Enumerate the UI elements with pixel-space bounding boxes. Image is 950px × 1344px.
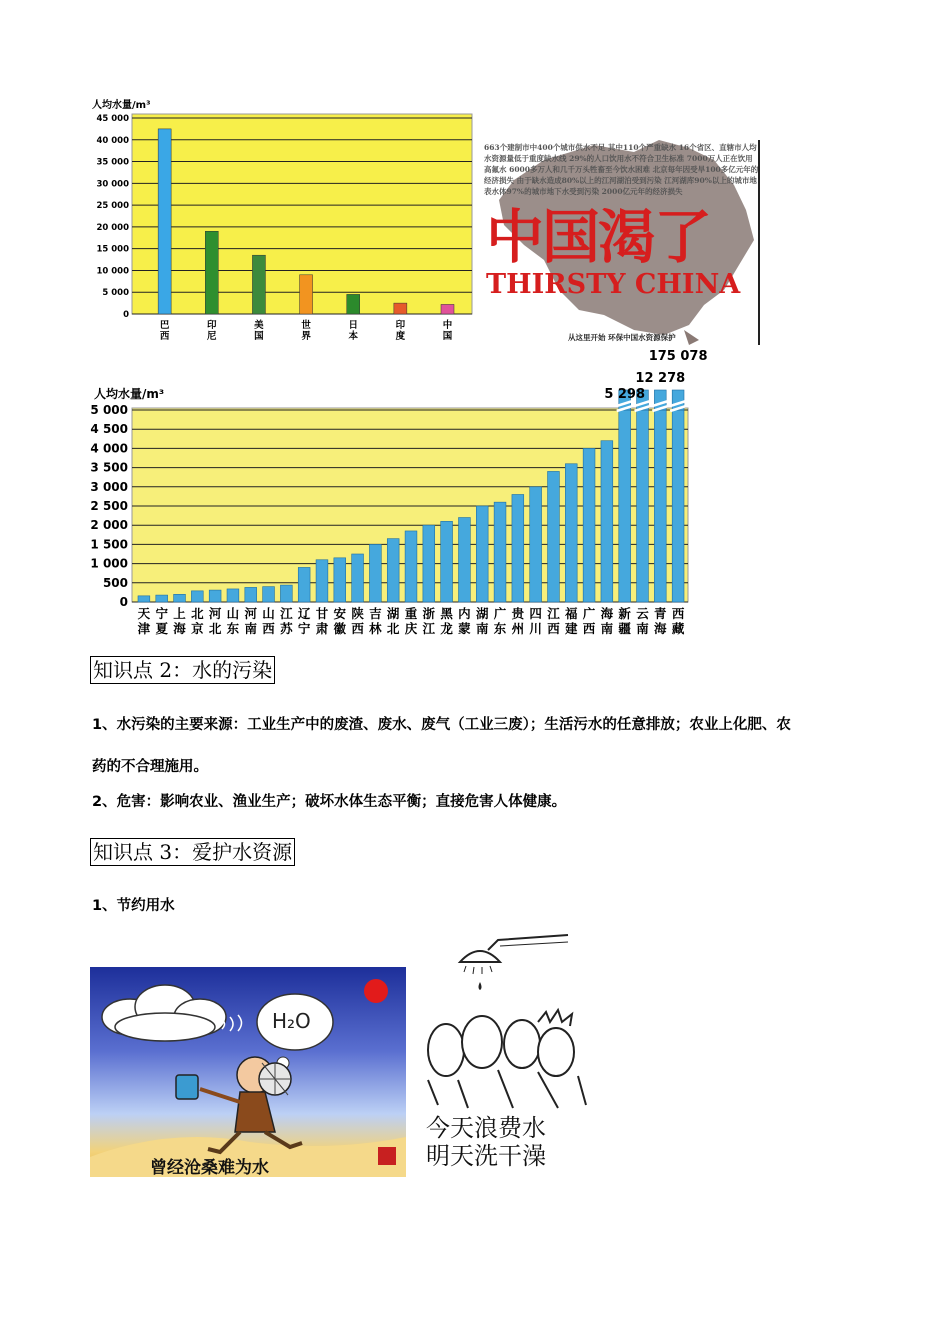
province-water-chart-svg [90, 349, 708, 640]
chart2-bar [298, 567, 310, 602]
chart2-category-label: 福 [565, 606, 578, 621]
chart2-category-label: 湖 [386, 606, 400, 621]
cartoon2-caption-line2: 明天洗干澡 [426, 1142, 546, 1170]
chart2-category-label: 黑 [440, 606, 453, 621]
province-water-chart [90, 349, 708, 640]
chart2-category-label: 疆 [618, 621, 631, 636]
chart1-bar [205, 231, 218, 314]
sun-icon [364, 979, 388, 1003]
chart2-category-label: 东 [493, 621, 507, 636]
chart1-category-label: 巴 [159, 320, 170, 331]
section3-p1: 1、节约用水 [92, 898, 175, 914]
chart2-ytick: 1 000 [90, 556, 128, 571]
chart2-category-label: 蒙 [458, 621, 471, 636]
chart1-ytick: 35 000 [96, 157, 129, 168]
chart2-category-label: 夏 [155, 621, 168, 636]
chart2-category-label: 四 [529, 606, 542, 621]
chart2-category-label: 重 [404, 606, 418, 621]
cartoon1-bubble: H₂O [272, 1009, 311, 1033]
chart2-category-label: 龙 [440, 621, 453, 636]
chart2-annotation: 175 078 [648, 349, 708, 364]
chart1-bar [300, 275, 313, 314]
chart2-category-label: 安 [333, 606, 347, 621]
chart1-ytick: 40 000 [96, 135, 129, 146]
chart1-category-label: 本 [348, 331, 358, 342]
chart2-category-label: 西 [262, 621, 275, 636]
chart2-category-label: 陕 [351, 606, 364, 621]
chart1-category-label: 度 [395, 331, 406, 342]
chart2-category-label: 林 [369, 621, 382, 636]
chart2-category-label: 青 [654, 606, 667, 621]
cartoon-drought [90, 967, 406, 1177]
chart1-ylabel: 人均水量/m³ [92, 100, 151, 111]
section3-heading: 知识点 3：爱护水资源 [90, 838, 295, 866]
chart2-category-label: 贵 [511, 606, 525, 621]
chart2-category-label: 川 [529, 621, 542, 636]
chart2-bar [672, 410, 684, 602]
chart2-category-label: 徽 [333, 621, 347, 636]
chart2-bar [476, 506, 488, 602]
chart2-bar [280, 585, 292, 602]
chart1-bar [158, 129, 171, 314]
chart2-category-label: 内 [458, 606, 471, 621]
chart2-category-label: 苏 [280, 621, 293, 636]
chart2-category-label: 海 [654, 621, 667, 636]
chart2-bar [245, 587, 257, 602]
chart2-category-label: 广 [582, 606, 596, 621]
chart2-category-label: 天 [137, 606, 151, 621]
chart2-category-label: 藏 [671, 621, 685, 636]
chart2-category-label: 西 [671, 606, 685, 621]
chart2-bar [637, 410, 649, 602]
chart1-category-label: 界 [301, 331, 311, 342]
cartoon-shower [418, 930, 598, 1180]
chart2-bar [512, 494, 524, 602]
chart1-category-label: 美 [254, 320, 264, 331]
chart2-bar [459, 518, 471, 602]
chart1-ytick: 0 [123, 310, 129, 320]
chart2-bar [209, 590, 221, 602]
chart2-ytick: 500 [102, 575, 128, 590]
chart2-bar [191, 591, 203, 602]
chart2-category-label: 广 [493, 606, 507, 621]
chart2-category-label: 吉 [369, 606, 382, 621]
chart1-ytick: 20 000 [96, 222, 129, 233]
chart1-category-label: 日 [348, 320, 358, 331]
chart2-category-label: 云 [636, 606, 649, 621]
chart1-category-label: 印 [207, 320, 217, 331]
chart2-ytick: 4 000 [90, 441, 128, 456]
chart1-ytick: 45 000 [96, 114, 129, 124]
chart2-category-label: 北 [386, 621, 400, 636]
chart1-ytick: 5 000 [102, 288, 129, 299]
chart2-category-label: 建 [565, 621, 578, 636]
chart2-category-label: 东 [226, 621, 240, 636]
chart2-category-label: 山 [262, 606, 275, 621]
chart2-bar [548, 471, 560, 602]
chart2-bar [138, 596, 150, 602]
chart1-category-label: 国 [254, 331, 264, 342]
people-group [428, 1010, 586, 1108]
chart2-category-label: 海 [600, 606, 614, 621]
chart2-bar [387, 539, 399, 602]
chart1-category-label: 世 [301, 320, 311, 331]
poster-footer: 从这里开始 环保中国水资源保护 [568, 333, 676, 342]
section2-p1-line1: 1、水污染的主要来源：工业生产中的废渣、废水、废气（工业三废）；生活污水的任意排放；农业上化肥、农 [92, 717, 791, 733]
chart2-bar [334, 558, 346, 602]
chart2-ytick: 3 500 [90, 460, 128, 475]
poster-small-text: 663个建制市中400个城市供水不足 其中110个严重缺水 16个省区、直辖市人均水资源量低于重度缺水线 29%的人口饮用水不符合卫生标准 7000万人正在饮用高氟水 6000多万人和几千万头牲畜至今饮水困难 北京每年因受旱100多亿元年的经济损失 由于缺水造成80%以上的江河湖泊受到污染 江河湖库90%以上的城市地表水体97%的城市地下水受到污染 2000亿元年的经济损失 [484, 143, 759, 196]
chart2-category-label: 宁 [155, 606, 168, 621]
chart2-category-label: 江 [547, 606, 560, 621]
chart2-category-label: 州 [511, 621, 525, 636]
chart2-ytick: 2 500 [90, 499, 128, 513]
chart1-bar [441, 304, 454, 314]
chart1-ytick: 25 000 [96, 201, 129, 212]
chart2-bar [619, 410, 631, 602]
chart2-bar [369, 544, 381, 602]
chart2-ytick: 2 000 [90, 518, 128, 533]
chart2-bar [654, 410, 666, 602]
chart1-category-label: 印 [395, 320, 406, 331]
poster-title-en: THIRSTY CHINA [486, 269, 741, 300]
chart2-category-label: 西 [547, 621, 560, 636]
chart2-category-label: 北 [191, 606, 204, 621]
poster-edge [758, 140, 760, 345]
chart2-bar [263, 587, 275, 602]
chart2-category-label: 南 [636, 621, 649, 636]
cartoon-drought-art [90, 967, 406, 1177]
chart2-ylabel: 人均水量/m³ [94, 387, 165, 401]
chart1-category-label: 中 [442, 320, 453, 331]
chart2-annotation: 12 278 [635, 371, 686, 386]
chart2-annotation: 5 298 [604, 387, 646, 402]
chart2-category-label: 辽 [297, 606, 311, 621]
chart2-bar [530, 487, 542, 602]
section2-p2: 2、危害：影响农业、渔业生产；破坏水体生态平衡；直接危害人体健康。 [92, 794, 567, 810]
cartoon-shower-art [418, 930, 598, 1110]
section2-heading: 知识点 2：水的污染 [90, 656, 275, 684]
poster-title-cn: 中国渴了 [486, 203, 711, 271]
chart2-ytick: 1 500 [90, 537, 128, 552]
chart1-category-label: 国 [442, 331, 453, 342]
chart2-category-label: 河 [208, 606, 222, 621]
chart1-bar [252, 255, 265, 314]
chart1-category-label: 西 [159, 331, 170, 342]
chart1-ytick: 30 000 [96, 179, 129, 190]
chart2-ytick: 3 000 [90, 479, 128, 494]
chart2-category-label: 西 [351, 621, 364, 636]
chart2-bar [583, 448, 595, 602]
chart2-category-label: 南 [244, 621, 257, 636]
chart2-category-label: 海 [173, 621, 186, 636]
chart2-category-label: 南 [600, 621, 614, 636]
world-water-chart-svg [90, 96, 475, 342]
chart2-bar [494, 502, 506, 602]
cloud-icon [102, 985, 226, 1041]
chart1-bar [394, 303, 407, 314]
chart1-ytick: 15 000 [96, 244, 129, 255]
chart2-category-label: 山 [226, 606, 240, 621]
chart1-bar [347, 294, 360, 314]
thirsty-china-poster [484, 140, 762, 345]
chart2-category-label: 南 [475, 621, 489, 636]
chart2-ytick: 0 [119, 595, 128, 609]
chart2-category-label: 江 [422, 621, 436, 636]
chart2-bar [441, 521, 453, 602]
chart2-category-label: 津 [137, 621, 151, 636]
chart2-category-label: 西 [582, 621, 596, 636]
chart2-bar [156, 595, 168, 602]
chart2-bar [565, 464, 577, 602]
chart2-category-label: 河 [244, 606, 257, 621]
chart2-category-label: 江 [280, 606, 293, 621]
chart2-category-label: 浙 [422, 606, 436, 621]
chart2-category-label: 宁 [297, 621, 311, 636]
chart1-category-label: 尼 [207, 331, 217, 342]
chart2-category-label: 庆 [404, 621, 418, 636]
chart2-category-label: 北 [208, 621, 222, 636]
chart2-bar [423, 525, 435, 602]
chart2-ytick: 4 500 [90, 422, 128, 437]
chart2-bar [601, 441, 613, 602]
seal-stamp [378, 1147, 396, 1165]
chart2-bar [174, 594, 186, 602]
world-water-chart [90, 96, 475, 342]
chart2-category-label: 甘 [315, 606, 329, 621]
cartoon1-caption: 曾经沧桑难为水 [150, 1158, 269, 1178]
chart1-ytick: 10 000 [96, 266, 129, 277]
chart2-bar [405, 531, 417, 602]
cartoon2-caption-line1: 今天浪费水 [426, 1114, 546, 1142]
chart2-category-label: 肃 [315, 621, 329, 636]
chart2-ytick: 5 000 [90, 403, 128, 417]
chart2-category-label: 上 [173, 606, 186, 621]
section2-p1-line2: 药的不合理施用。 [92, 759, 208, 775]
shower-head-icon [460, 951, 500, 962]
chart2-category-label: 湖 [475, 606, 489, 621]
chart2-category-label: 京 [191, 621, 204, 636]
chart2-bar [352, 554, 364, 602]
chart2-category-label: 新 [618, 606, 631, 621]
chart2-bar [316, 560, 328, 602]
chart2-bar [227, 589, 239, 602]
